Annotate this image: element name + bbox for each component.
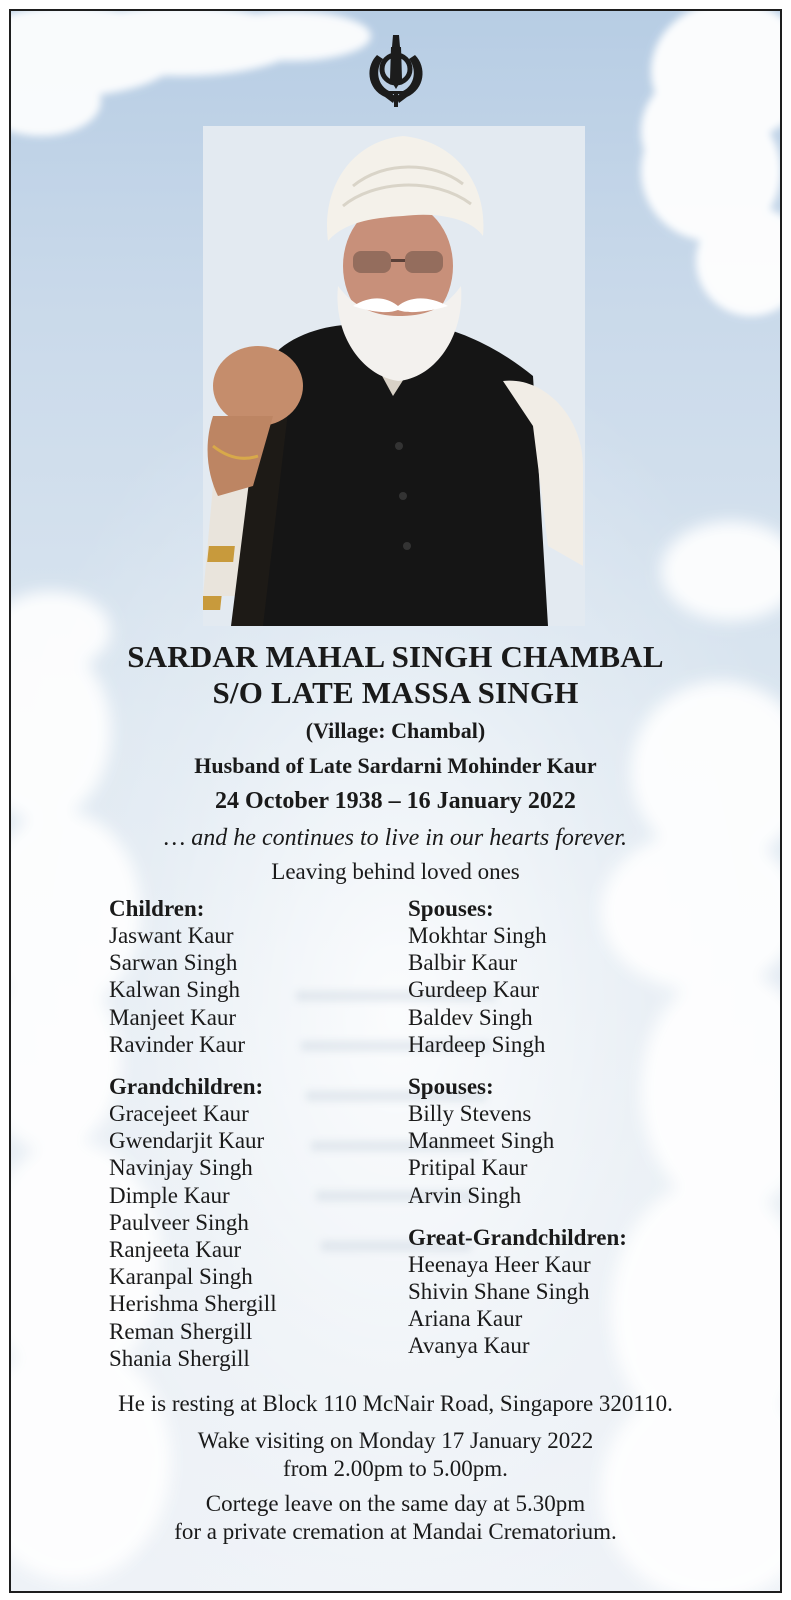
list-item: Ravinder Kaur — [109, 1031, 246, 1057]
list-item: Hardeep Singh — [408, 1031, 546, 1057]
resting-location: He is resting at Block 110 McNair Road, Singapore 320110. — [118, 1391, 673, 1416]
children-spouses-group — [408, 895, 627, 1058]
list-item: Pritipal Kaur — [408, 1155, 528, 1181]
list-item: Reman Shergill — [109, 1318, 253, 1344]
list-item: Mokhtar Singh — [408, 923, 547, 948]
great-grandchildren-group — [408, 1224, 627, 1360]
list-item: Karanpal Singh — [109, 1264, 253, 1290]
left-family-column — [109, 895, 277, 1372]
khanda-icon — [363, 33, 429, 109]
list-item: Dimple Kaur — [109, 1182, 230, 1208]
list-item: Gwendarjit Kaur — [109, 1128, 265, 1154]
village-line: (Village: Chambal) — [305, 718, 486, 743]
right-family-column — [408, 895, 627, 1360]
list-item: Billy Stevens — [408, 1101, 532, 1127]
list-item: Navinjay Singh — [109, 1155, 253, 1181]
list-item: Ariana Kaur — [408, 1306, 523, 1332]
life-dates: 24 October 1938 – 16 January 2022 — [215, 788, 576, 814]
list-item: Kalwan Singh — [109, 977, 240, 1003]
leaving-behind-line: Leaving behind loved ones — [271, 859, 520, 884]
list-item: Paulveer Singh — [109, 1209, 249, 1235]
grandchildren-title: Grandchildren: — [109, 1074, 264, 1100]
list-item: Sarwan Singh — [109, 950, 238, 976]
list-item: Herishma Shergill — [109, 1291, 277, 1317]
notice-content — [11, 11, 780, 1591]
obituary-notice — [9, 9, 782, 1593]
list-item: Shivin Shane Singh — [408, 1279, 590, 1305]
grandchildren-group — [109, 1073, 277, 1372]
wake-date: Wake visiting on Monday 17 January 2022 — [197, 1428, 594, 1453]
great-grandchildren-title: Great-Grandchildren: — [408, 1224, 627, 1250]
list-item: Jaswant Kaur — [109, 923, 234, 948]
list-item: Manmeet Singh — [408, 1128, 555, 1154]
list-item: Baldev Singh — [408, 1004, 533, 1030]
children-title: Children: — [109, 896, 205, 921]
list-item: Avanya Kaur — [408, 1333, 530, 1359]
list-item: Balbir Kaur — [408, 950, 518, 976]
deceased-name: SARDAR MAHAL SINGH CHAMBAL — [127, 639, 664, 674]
portrait-photo — [203, 126, 585, 626]
list-item: Ranjeeta Kaur — [109, 1237, 242, 1263]
cortege-time: Cortege leave on the same day at 5.30pm — [205, 1491, 586, 1516]
wake-time: from 2.00pm to 5.00pm. — [283, 1456, 508, 1481]
cremation-location: for a private cremation at Mandai Crematorium. — [174, 1519, 617, 1544]
list-item: Heenaya Heer Kaur — [408, 1251, 591, 1277]
list-item: Shania Shergill — [109, 1345, 250, 1371]
list-item: Manjeet Kaur — [109, 1004, 237, 1030]
spouses-title: Spouses: — [408, 896, 494, 921]
husband-of-line: Husband of Late Sardarni Mohinder Kaur — [194, 753, 597, 778]
tagline: … and he continues to live in our hearts forever. — [163, 825, 628, 851]
son-of-line: S/O LATE MASSA SINGH — [212, 675, 579, 710]
list-item: Arvin Singh — [408, 1182, 522, 1208]
spouses-title: Spouses: — [408, 1074, 494, 1100]
children-group — [109, 895, 277, 1058]
list-item: Gracejeet Kaur — [109, 1101, 249, 1127]
grandchildren-spouses-group — [408, 1073, 627, 1209]
list-item: Gurdeep Kaur — [408, 977, 539, 1003]
